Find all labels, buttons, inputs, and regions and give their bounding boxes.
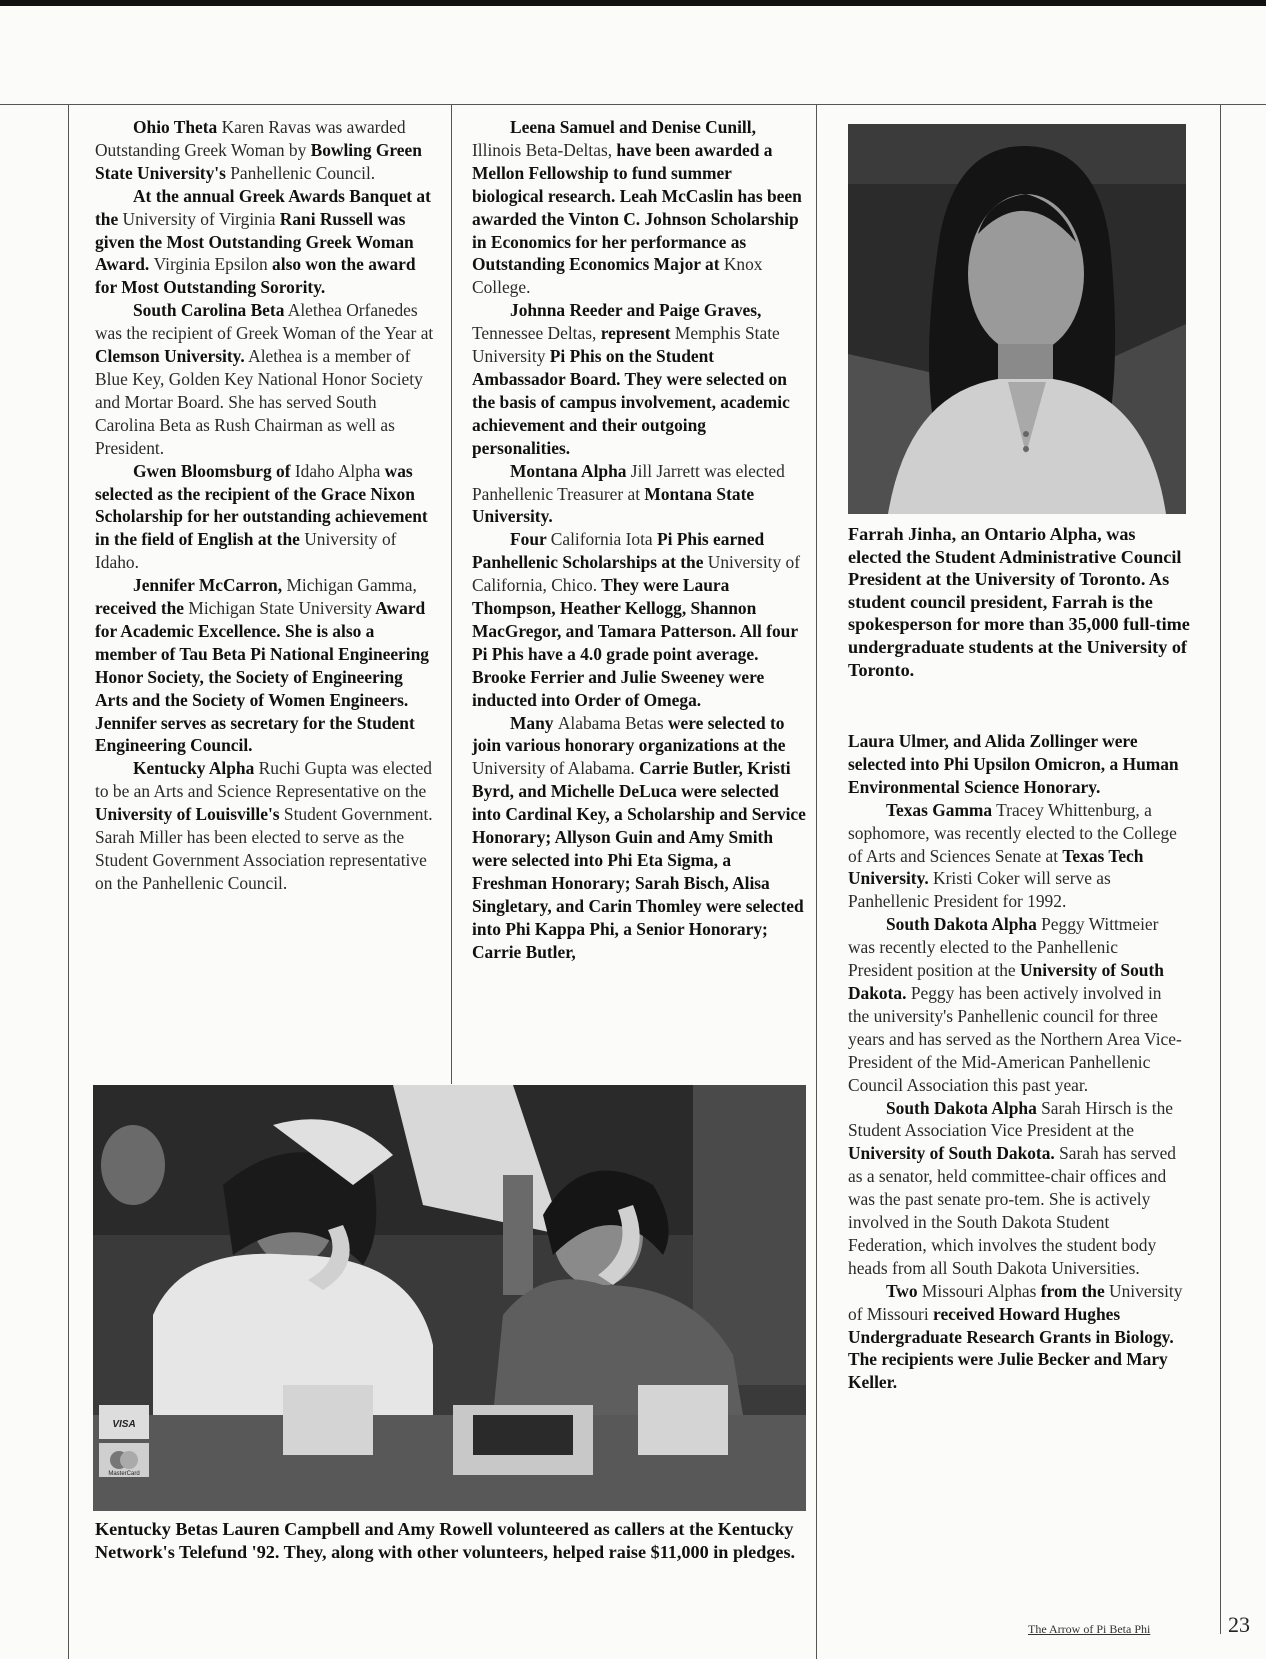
chapter-name: from the: [1036, 1280, 1110, 1301]
photo-farrah-jinha: [848, 124, 1186, 514]
right-rule: [1220, 104, 1221, 1634]
chapter-name: Johnna Reeder and Paige Graves,: [510, 300, 762, 321]
paragraph-text: University of Idaho.: [95, 529, 397, 573]
caption-farrah-jinha: Farrah Jinha, an Ontario Alpha, was elected the Student Administrative Council President at the University of Toronto. As student council president, Farrah is the spokesperson for more than 35,000 full-time undergraduate students at the University of Toronto.: [848, 524, 1190, 680]
chapter-name: University of South Dakota.: [848, 960, 1164, 1003]
article-paragraph: [848, 730, 1183, 799]
chapter-name: Gwen Bloomsburg of: [133, 460, 295, 481]
chapter-name: South Dakota Alpha: [886, 1097, 1037, 1118]
chapter-name: South Carolina Beta: [133, 300, 285, 321]
paragraph-text: Michigan State University: [188, 598, 372, 619]
paragraph-text: Ruchi Gupta was elected to be an Arts and Science Representative on the: [95, 758, 433, 802]
chapter-name: University of South Dakota.: [848, 1143, 1055, 1164]
paragraph-text: Jill Jarrett was elected Panhellenic Treasurer at: [472, 460, 785, 504]
chapter-name: Award for Academic Excellence. She is also a member of Tau Beta Pi National Engineering Honor Society, the Society of Engineering Arts and the Society of Women Engineers. Jennifer serves as secretary for the Student Engineering Council.: [95, 598, 429, 756]
paragraph-text: Sarah has served as a senator, held committee-chair offices and was the past senate pro-tem. She is actively involved in the South Dakota Student Federation, which involves the student body heads from all South Dakota Universities.: [848, 1143, 1176, 1278]
paragraph-text: Illinois Beta-Deltas,: [472, 139, 613, 160]
chapter-name: Ohio Theta: [133, 117, 218, 137]
photo-telefund-callers: [93, 1085, 806, 1511]
article-paragraph: [95, 460, 435, 575]
chapter-name: They were Laura Thompson, Heather Kellogg, Shannon MacGregor, and Tamara Patterson. All four Pi Phis have a 4.0 grade point average. Brooke Ferrier and Julie Sweeney were inducted into Order of Omega.: [472, 575, 798, 710]
article-paragraph: [95, 185, 435, 300]
article-paragraph: [472, 460, 807, 529]
chapter-name: have been awarded a Mellon Fellowship to fund summer biological research. Leah McCaslin has been awarded the Vinton C. Johnson Scholarship in Economics for her performance as Outstanding Economics Major at: [472, 139, 802, 275]
chapter-name: received the: [95, 598, 189, 619]
article-paragraph: [95, 116, 435, 185]
chapter-name: Montana Alpha: [510, 460, 627, 481]
chapter-name: received Howard Hughes Undergraduate Research Grants in Biology. The recipients were Julie Becker and Mary Keller.: [848, 1303, 1174, 1393]
paragraph-text: Missouri Alphas: [921, 1280, 1037, 1301]
paragraph-text: Memphis State University: [472, 323, 780, 367]
paragraph-text: Idaho Alpha: [294, 460, 381, 481]
chapter-name: Texas Tech University.: [848, 845, 1144, 889]
chapter-name: Four: [510, 529, 551, 550]
publication-title: The Arrow of Pi Beta Phi: [1028, 1622, 1151, 1636]
article-paragraph: [472, 116, 807, 299]
chapter-name: Laura Ulmer, and Alida Zollinger were selected into Phi Upsilon Omicron, a Human Environmental Science Honorary.: [848, 731, 1179, 797]
paragraph-text: Sarah Hirsch is the Student Association Vice President at the: [848, 1097, 1173, 1141]
column-rule-2: [816, 104, 817, 1659]
paragraph-text: Kristi Coker will serve as Panhellenic President for 1992.: [848, 868, 1111, 912]
paragraph-text: Panhellenic Council.: [225, 162, 376, 183]
header-rule: [0, 104, 1266, 105]
chapter-name: Many: [510, 712, 558, 733]
chapter-name: Pi Phis earned Panhellenic Scholarships at the: [472, 529, 765, 573]
chapter-name: Clemson University.: [95, 346, 245, 367]
chapter-name: Rani Russell was given the Most Outstanding Greek Woman Award.: [95, 208, 414, 275]
chapter-name: Two: [886, 1280, 922, 1301]
chapter-name: University of Louisville's: [95, 804, 280, 825]
article-paragraph: [95, 757, 435, 894]
article-paragraph: [848, 913, 1183, 1096]
article-paragraph: [848, 799, 1183, 914]
paragraph-text: Alabama Betas: [557, 712, 664, 733]
column-2: [472, 116, 807, 964]
chapter-name: Jennifer McCarron,: [133, 575, 287, 596]
paragraph-text: Knox College.: [472, 254, 763, 298]
chapter-name: South Dakota Alpha: [886, 914, 1037, 935]
paragraph-text: Virginia Epsilon: [153, 254, 268, 275]
column-3: [848, 730, 1183, 1394]
paragraph-text: Student Government. Sarah Miller has been elected to serve as the Student Government Association representative on the Panhellenic Council.: [95, 804, 433, 893]
paragraph-text: Alethea Orfanedes was the recipient of Greek Woman of the Year at: [95, 300, 434, 344]
chapter-name: Kentucky Alpha: [133, 758, 255, 779]
page-number: 23: [1228, 1612, 1250, 1637]
article-paragraph: [848, 1097, 1183, 1280]
paragraph-text: Tennessee Deltas,: [472, 323, 597, 344]
paragraph-text: University of Alabama.: [472, 758, 635, 779]
column-rule-1: [451, 104, 452, 1084]
chapter-name: Bowling Green State University's: [95, 139, 422, 183]
article-paragraph: [472, 299, 807, 459]
paragraph-text: University of California, Chico.: [472, 552, 801, 596]
paragraph-text: Tracey Whittenburg, a sophomore, was recently elected to the College of Arts and Sciences Senate at: [848, 799, 1177, 866]
article-paragraph: [472, 528, 807, 711]
top-border: [0, 0, 1266, 6]
chapter-name: At the annual Greek Awards Banquet at the: [95, 185, 431, 229]
paragraph-text: University of Virginia: [122, 208, 276, 229]
paragraph-text: California Iota: [550, 529, 653, 550]
chapter-name: was selected as the recipient of the Grace Nixon Scholarship for her outstanding achievement in the field of English at the: [95, 460, 428, 550]
article-paragraph: [95, 574, 435, 757]
paragraph-text: Alethea is a member of Blue Key, Golden Key National Honor Society and Mortar Board. She has served South Carolina Beta as Rush Chairman as well as President.: [95, 346, 423, 458]
paragraph-text: Karen Ravas was awarded Outstanding Greek Woman by: [95, 117, 406, 160]
chapter-name: Pi Phis on the Student Ambassador Board. They were selected on the basis of campus involvement, academic achievement and their outgoing personalities.: [472, 346, 790, 458]
article-paragraph: [95, 299, 435, 459]
caption-telefund: Kentucky Betas Lauren Campbell and Amy Rowell volunteered as callers at the Kentucky Network's Telefund '92. They, along with other volunteers, helped raise $11,000 in pledges.: [95, 1519, 796, 1562]
paragraph-text: Michigan Gamma,: [286, 575, 417, 596]
paragraph-text: Peggy has been actively involved in the university's Panhellenic council for three years and has served as the Northern Area Vice-President of the Mid-American Panhellenic Council Association this past year.: [848, 982, 1182, 1095]
paragraph-text: Peggy Wittmeier was recently elected to the Panhellenic President position at the: [848, 914, 1159, 981]
left-rule: [68, 104, 69, 1659]
chapter-name: Texas Gamma: [886, 799, 993, 820]
chapter-name: represent: [596, 323, 675, 344]
visa-label: VISA: [112, 1419, 136, 1430]
chapter-name: Montana State University.: [472, 483, 755, 527]
paragraph-text: University of Missouri: [848, 1280, 1183, 1324]
article-paragraph: [472, 712, 807, 964]
chapter-name: were selected to join various honorary organizations at the: [472, 712, 786, 756]
chapter-name: also won the award for Most Outstanding Sorority.: [95, 254, 416, 298]
chapter-name: Leena Samuel and Denise Cunill,: [510, 117, 756, 137]
mastercard-label: MasterCard: [108, 1471, 140, 1477]
article-paragraph: [848, 1280, 1183, 1395]
chapter-name: Carrie Butler, Kristi Byrd, and Michelle DeLuca were selected into Cardinal Key, a Scholarship and Service Honorary; Allyson Guin and Amy Smith were selected into Phi Eta Sigma, a Freshman Honorary; Sarah Bisch, Alisa Singletary, and Carin Thomley were selected into Phi Kappa Phi, a Senior Honorary; Carrie Butler,: [472, 758, 806, 962]
column-1: [95, 116, 435, 895]
